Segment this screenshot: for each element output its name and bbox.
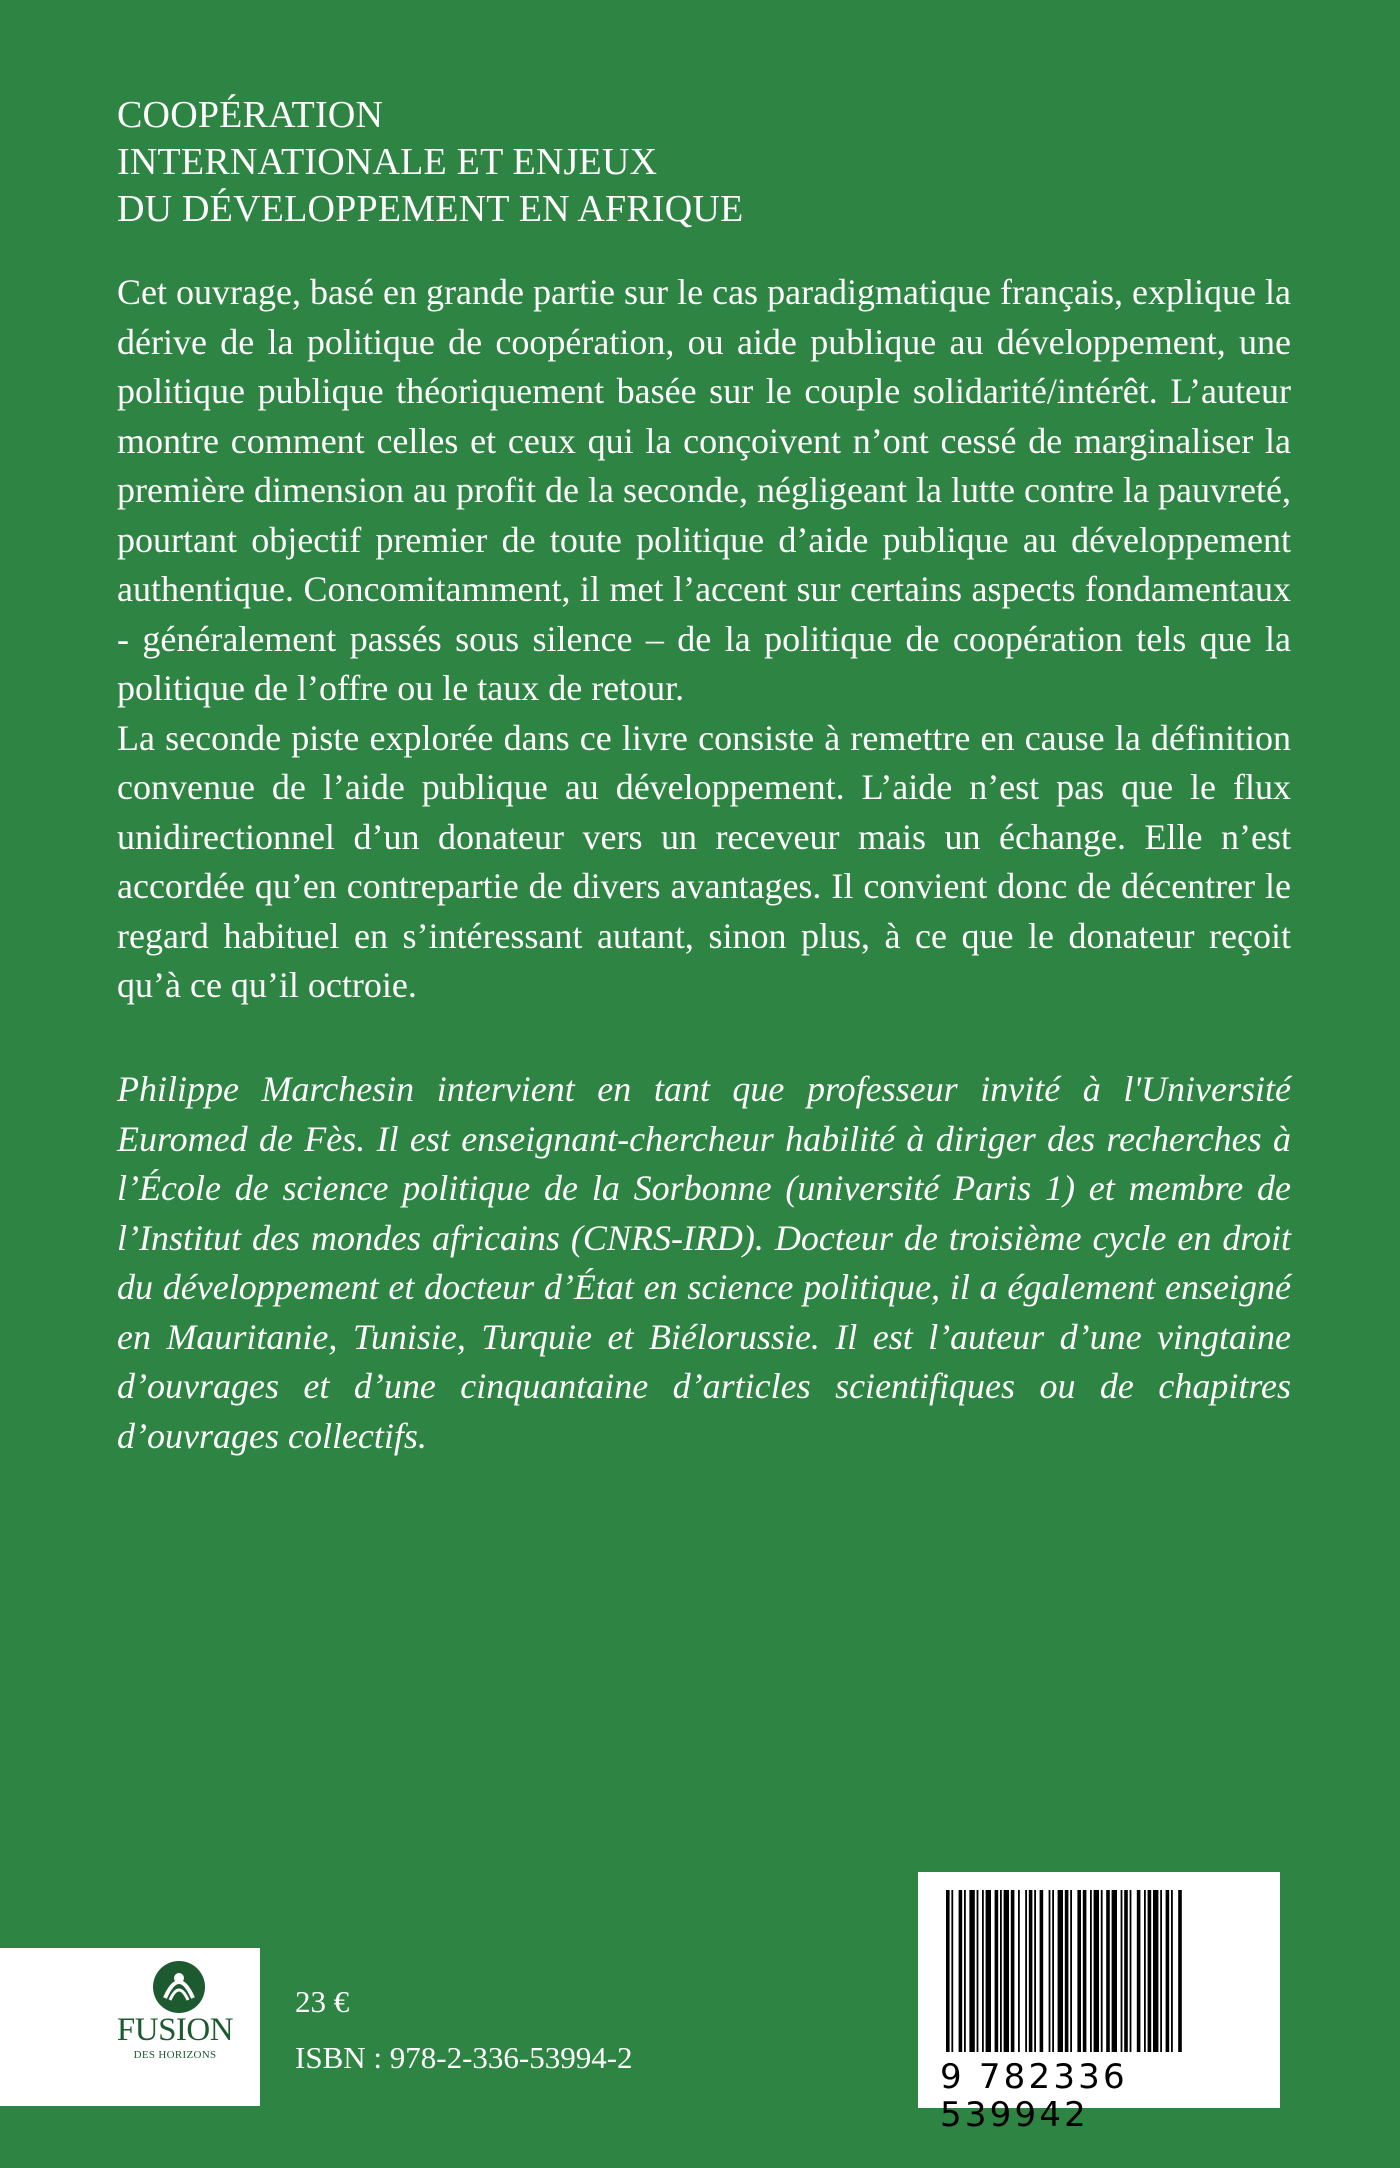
barcode-stripe <box>1018 1890 1020 2052</box>
barcode-stripe <box>1052 1890 1054 2052</box>
book-title <box>117 92 1017 233</box>
barcode-stripe <box>1121 1890 1123 2052</box>
barcode-stripe <box>1004 1890 1009 2052</box>
barcode-stripe <box>959 1890 963 2052</box>
barcode-stripe <box>946 1890 950 2052</box>
barcode-stripe <box>982 1890 984 2052</box>
barcode-stripe <box>1090 1890 1092 2052</box>
barcode-stripe <box>1049 1890 1051 2052</box>
barcode-stripe <box>1144 1890 1146 2052</box>
barcode-stripe <box>1094 1890 1099 2052</box>
publisher-emblem-icon <box>150 1958 208 2016</box>
barcode-stripe <box>964 1890 966 2052</box>
barcode-stripe <box>1166 1890 1170 2052</box>
barcode-stripe <box>1029 1890 1033 2052</box>
barcode-stripe <box>986 1890 991 2052</box>
price: 23 € <box>295 1984 350 2019</box>
barcode-stripe <box>1077 1890 1081 2052</box>
barcode-stripe <box>1083 1890 1087 2052</box>
barcode-stripe <box>1065 1890 1069 2052</box>
barcode-stripe <box>1112 1890 1117 2052</box>
barcode-icon <box>940 1890 1260 2056</box>
barcode-stripe <box>1034 1890 1036 2052</box>
barcode-stripe <box>1000 1890 1002 2052</box>
barcode-stripe <box>1070 1890 1072 2052</box>
isbn: ISBN : 978-2-336-53994-2 <box>295 2040 633 2075</box>
barcode-stripe <box>1011 1890 1015 2052</box>
barcode-stripe <box>977 1890 979 2052</box>
barcode-stripe <box>1124 1890 1128 2052</box>
barcode-stripe <box>1178 1890 1182 2052</box>
summary-paragraph: Cet ouvrage, basé en grande partie sur le cas paradigmatique français, explique la dérive de la politique de coopération, ou aide publique au développement, une politique publique théoriquement basée sur le couple solidarité/intérêt. L’auteur montre comment celles et ceux qui la conçoivent n’ont cessé de marginaliser la première dimension au profit de la seconde, négligeant la lutte contre la pauvreté, pourtant objectif premier de toute politique d’aide publique au développement authentique. Concomitamment, il met l’accent sur certains aspects fondamentaux - généralement passés sous silence – de la politique de coopération tels que la politique de l’offre ou le taux de retour. <box>117 272 1291 708</box>
barcode-stripe <box>1025 1890 1027 2052</box>
barcode-stripe <box>969 1890 974 2052</box>
publisher-subtitle: DES HORIZONS <box>133 2049 217 2061</box>
author-bio-text: Philippe Marchesin intervient en tant que professeur invité à l'Université Euromed de Fès. Il est enseignant-chercheur habilité à diriger des recherches à l’École de science politique de la Sorbonne (université Paris 1) et membre de l’Institut des mondes africains (CNRS-IRD). Docteur de troisième cycle en droit du développement et docteur d’État en science politique, il a également enseigné en Mauritanie, Tunisie, Turquie et Biélorussie. Il est l’auteur d’une vingtaine d’ouvrages et d’une cinquantaine d’articles scientifiques ou de chapitres d’ouvrages collectifs. <box>117 1069 1291 1456</box>
barcode-stripe <box>1101 1890 1103 2052</box>
summary-paragraph: La seconde piste explorée dans ce livre consiste à remettre en cause la définition convenue de l’aide publique au développement. L’aide n’est pas que le flux unidirectionnel d’un donateur vers un receveur mais un échange. Elle n’est accordée qu’en contrepartie de divers avantages. Il convient donc de décentrer le regard habituel en s’intéressant autant, sinon plus, à ce que le donateur reçoit qu’à ce qu’il octroie. <box>117 717 1291 1005</box>
author-bio <box>117 1065 1291 1461</box>
barcode-stripe <box>1137 1890 1141 2052</box>
barcode-stripe <box>995 1890 999 2052</box>
title-line: DU DÉVELOPPEMENT EN AFRIQUE <box>117 188 744 230</box>
barcode-stripe <box>951 1890 953 2052</box>
barcode-stripe <box>1058 1890 1063 2052</box>
barcode <box>918 1872 1280 2135</box>
barcode-stripe <box>1040 1890 1044 2052</box>
barcode-stripe <box>1160 1890 1162 2052</box>
barcode-stripe <box>1153 1890 1158 2052</box>
publisher-logo <box>0 1948 260 2106</box>
barcode-stripe <box>1106 1890 1110 2052</box>
title-line: COOPÉRATION <box>117 94 384 136</box>
publisher-name: FUSION <box>116 2012 234 2048</box>
barcode-stripe <box>1148 1890 1152 2052</box>
barcode-stripe <box>1171 1890 1173 2052</box>
barcode-digits: 9 782336 539942 <box>940 2057 1128 2135</box>
title-line: INTERNATIONALE ET ENJEUX <box>117 141 658 183</box>
barcode-stripe <box>1130 1890 1132 2052</box>
book-summary <box>117 268 1291 1011</box>
